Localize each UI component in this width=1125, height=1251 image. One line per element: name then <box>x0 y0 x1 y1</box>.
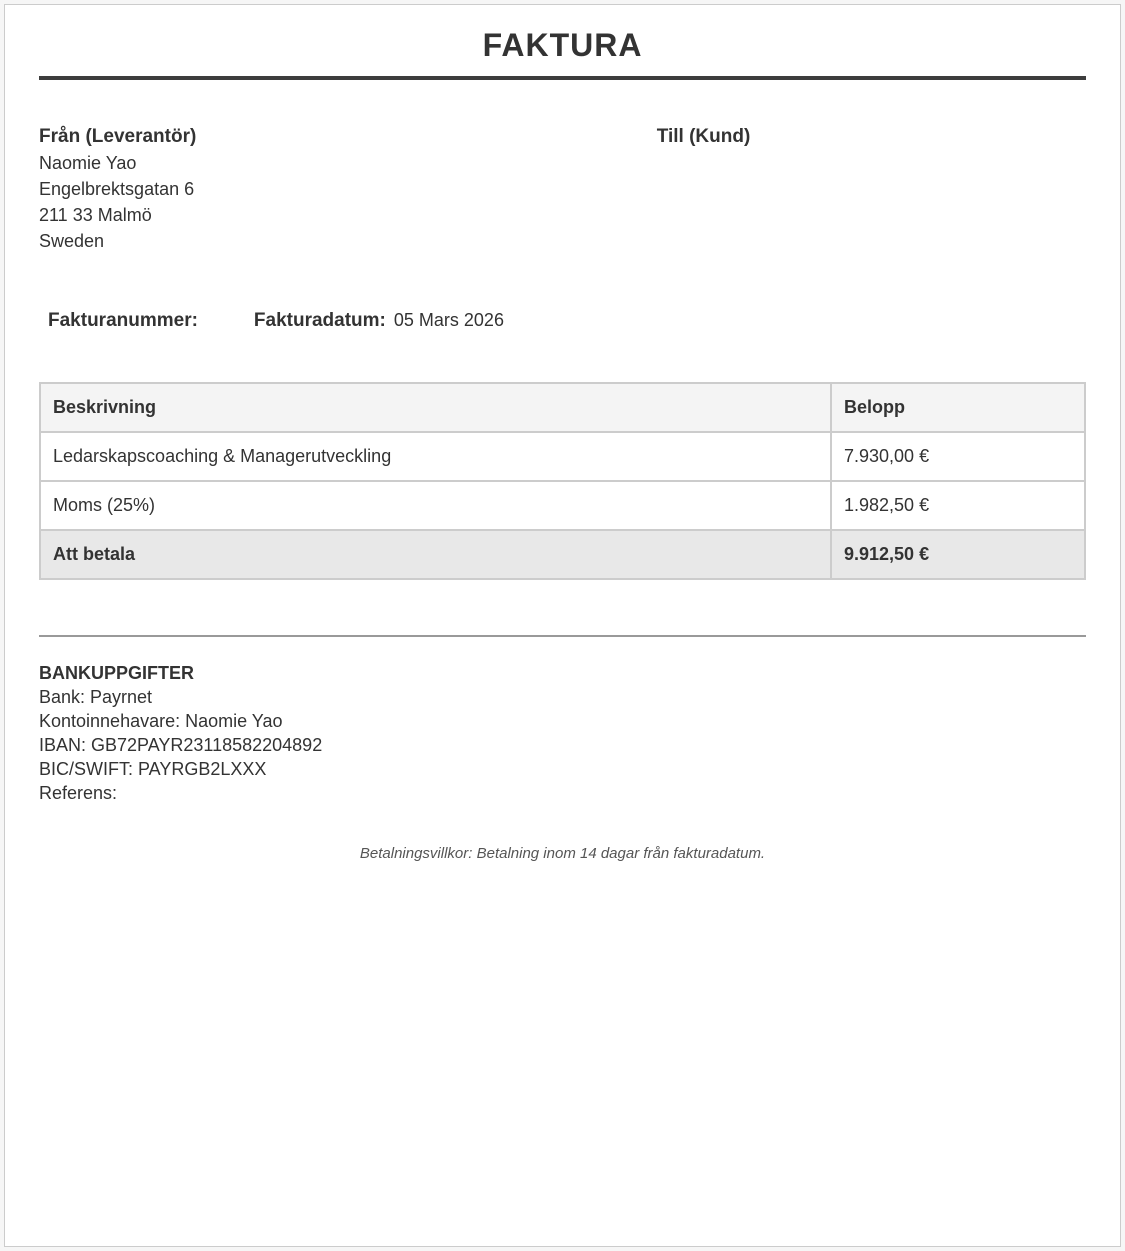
supplier-city: 211 33 Malmö <box>39 205 152 225</box>
total-label: Att betala <box>40 530 831 579</box>
page-title: FAKTURA <box>482 27 643 63</box>
bic-swift-line: BIC/SWIFT: PAYRGB2LXXX <box>39 759 267 779</box>
table-row <box>40 432 1085 481</box>
supplier-street: Engelbrektsgatan 6 <box>39 179 195 199</box>
invoice-content <box>5 27 1120 862</box>
vat-description: Moms (25%) <box>40 481 831 530</box>
invoice-date-value: 05 Mars 2026 <box>393 310 504 330</box>
bank-name-line: Bank: Payrnet <box>39 687 153 707</box>
iban-line: IBAN: GB72PAYR23118582204892 <box>39 735 323 755</box>
supplier-country: Sweden <box>39 231 105 251</box>
supplier-name: Naomie Yao <box>39 153 137 173</box>
total-amount: 9.912,50 € <box>831 530 1085 579</box>
reference-line: Referens: <box>39 783 118 803</box>
payment-terms: Betalningsvillkor: Betalning inom 14 dagar från fakturadatum. <box>359 845 766 862</box>
table-header-row <box>40 383 1085 432</box>
invoice-meta-row <box>39 310 1086 332</box>
customer-label: Till (Kund) <box>656 126 751 147</box>
customer-block <box>657 124 1086 254</box>
description-column-header: Beskrivning <box>40 383 831 432</box>
line-item-description: Ledarskapscoaching & Managerutveckling <box>40 432 831 481</box>
table-row <box>40 481 1085 530</box>
bank-details-section <box>39 661 1086 805</box>
bank-section-rule <box>39 635 1086 637</box>
invoice-number-label: Fakturanummer: <box>48 310 198 331</box>
line-items-table <box>39 382 1086 580</box>
amount-column-header: Belopp <box>831 383 1085 432</box>
invoice-date-label: Fakturadatum: <box>253 310 386 331</box>
parties-section <box>39 124 1086 254</box>
title-rule <box>39 76 1086 80</box>
supplier-block <box>39 124 657 254</box>
supplier-label: Från (Leverantör) <box>39 126 197 147</box>
invoice-page <box>4 4 1121 1247</box>
vat-amount: 1.982,50 € <box>831 481 1085 530</box>
line-item-amount: 7.930,00 € <box>831 432 1085 481</box>
total-row <box>40 530 1085 579</box>
bank-details-heading: BANKUPPGIFTER <box>39 663 195 683</box>
account-holder-line: Kontoinnehavare: Naomie Yao <box>39 711 283 731</box>
